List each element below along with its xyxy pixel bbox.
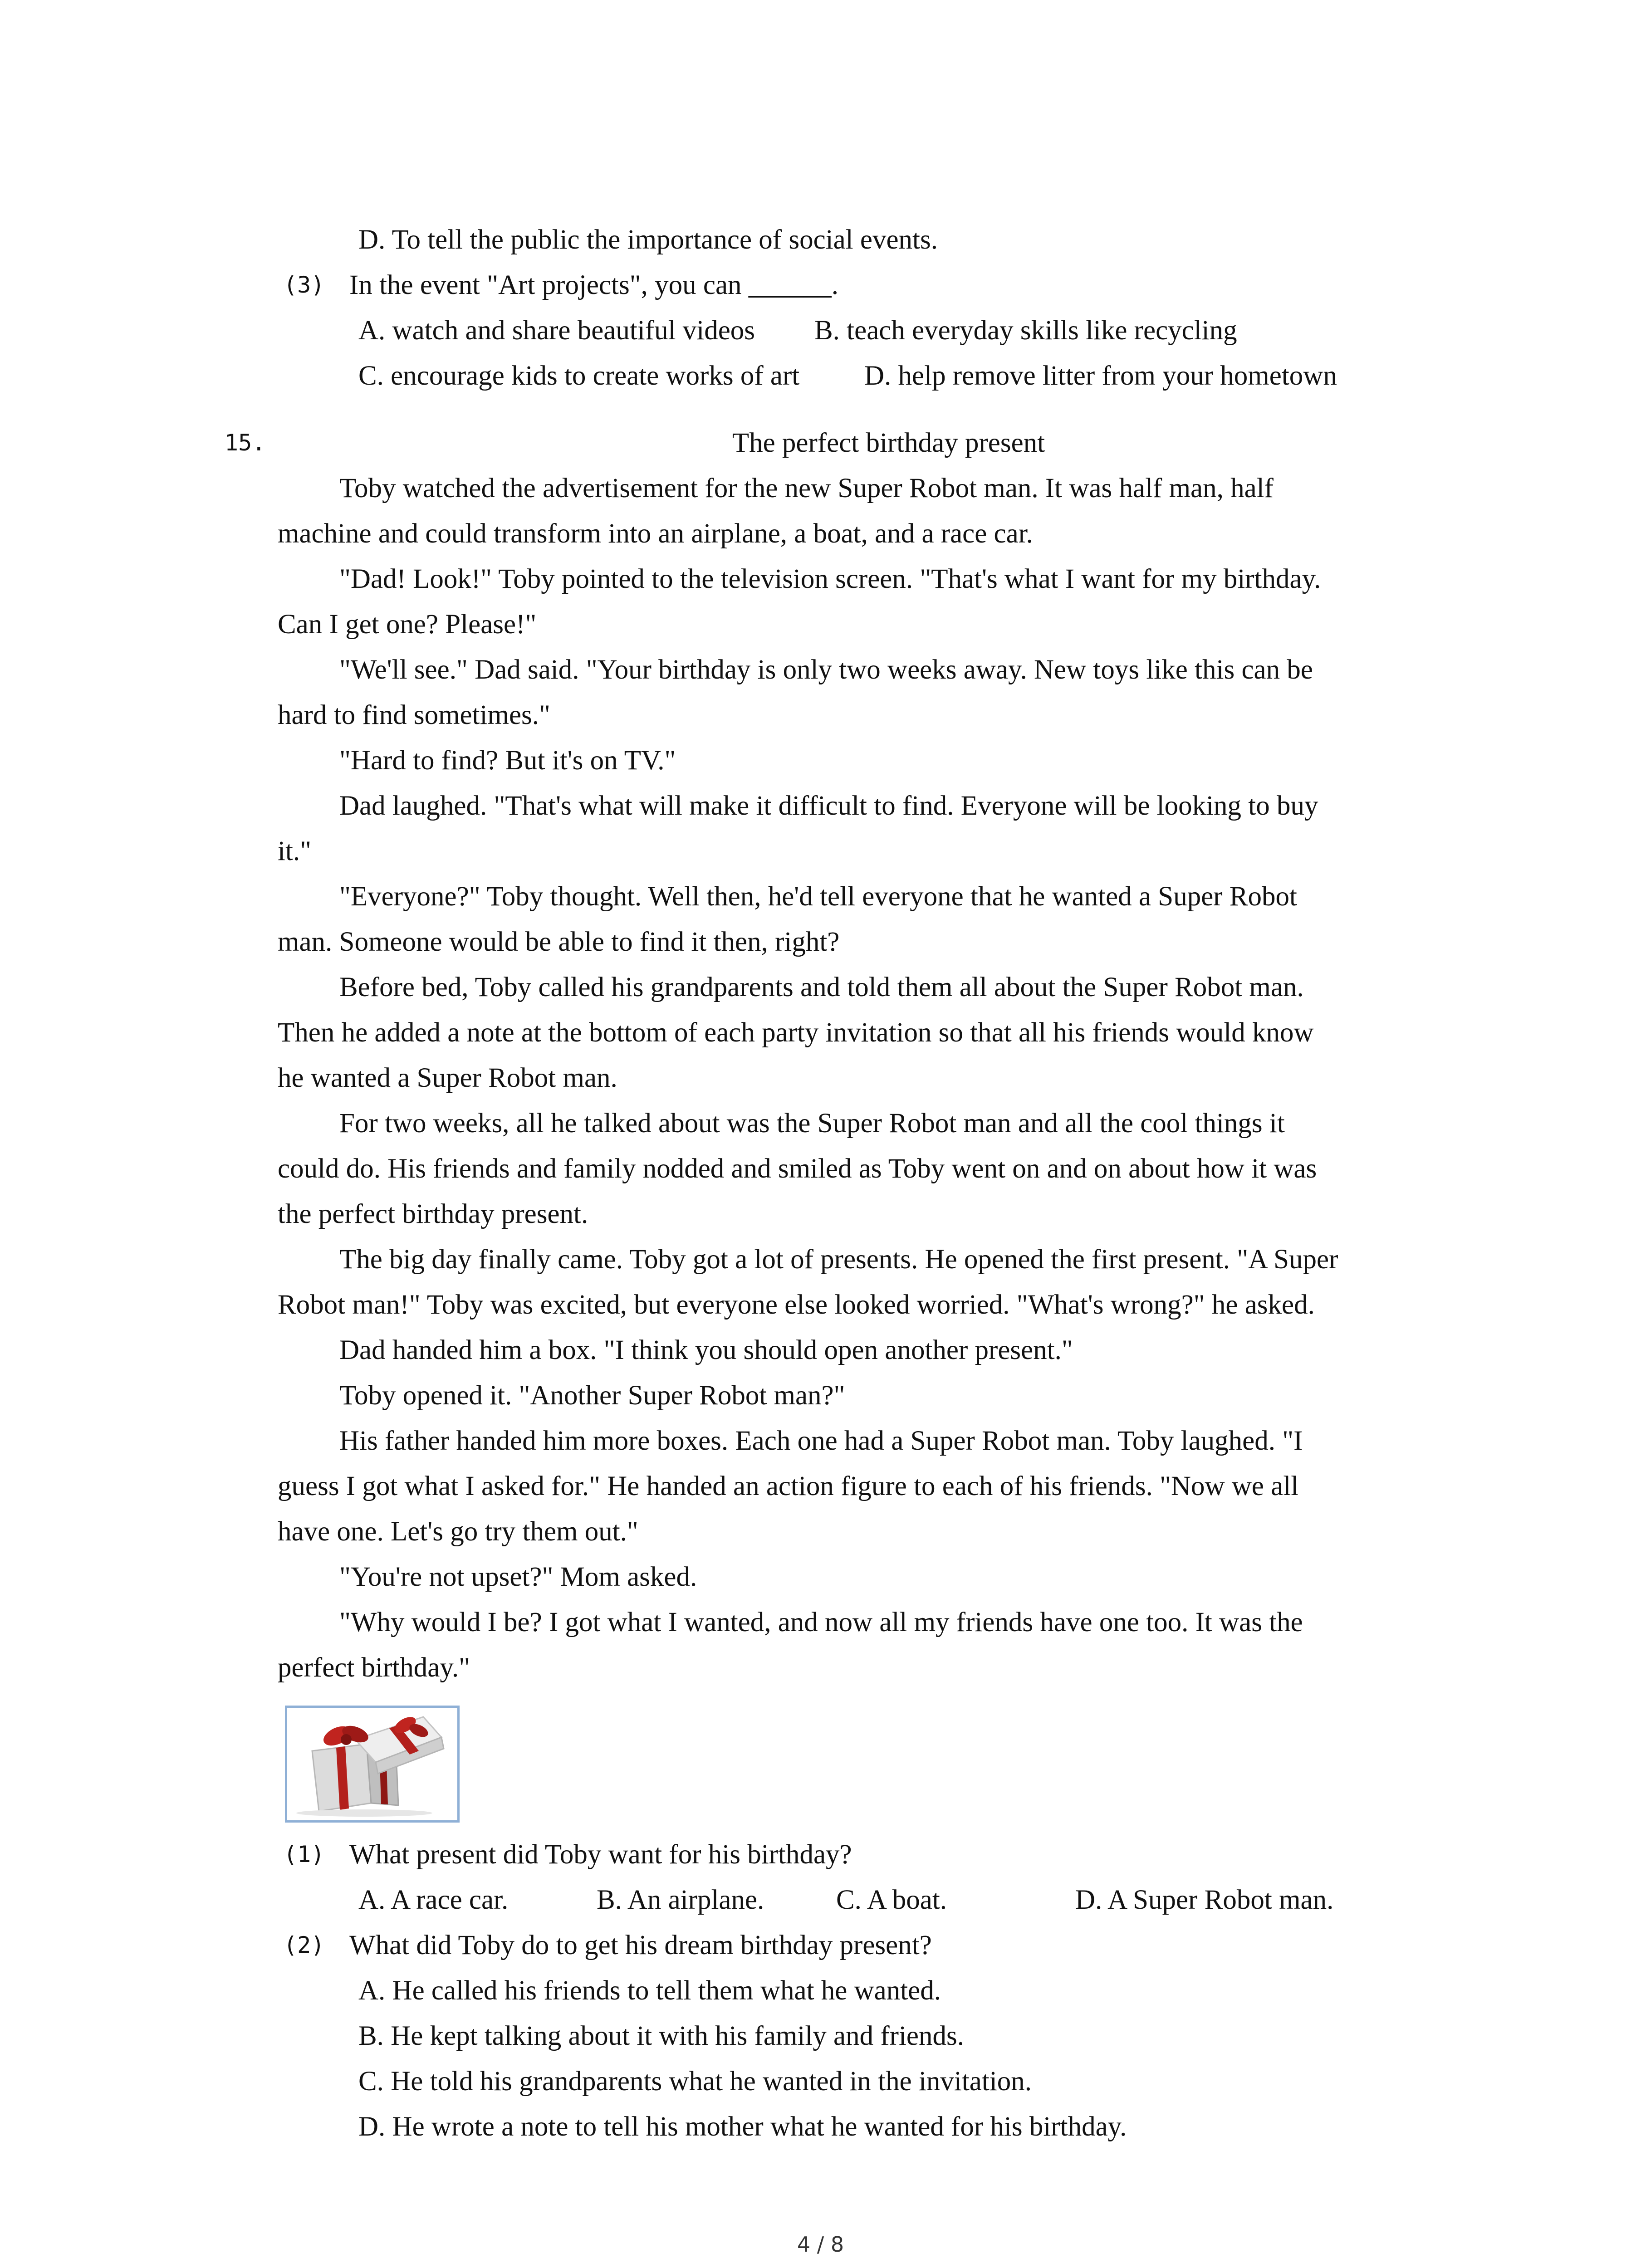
q1-option-a: A. A race car. (358, 1885, 509, 1915)
q2-number: (2) (284, 1932, 325, 1958)
q2-text: What did Toby do to get his dream birthday present? (349, 1930, 932, 1960)
passage-line: Dad laughed. "That's what will make it difficult to find. Everyone will be looking to buy (339, 791, 1318, 821)
q2-option-a: A. He called his friends to tell them what he wanted. (358, 1975, 941, 2006)
q3-number: (3) (284, 272, 325, 298)
q2-option-d: D. He wrote a note to tell his mother what he wanted for his birthday. (358, 2112, 1127, 2142)
passage-line: The big day finally came. Toby got a lot of presents. He opened the first present. "A Super (339, 1244, 1338, 1275)
passage-line: "Hard to find? But it's on TV." (339, 745, 676, 776)
passage-line: For two weeks, all he talked about was the Super Robot man and all the cool things it (339, 1108, 1285, 1139)
passage-line: "Why would I be? I got what I wanted, and now all my friends have one too. It was the (339, 1607, 1303, 1637)
page-number: 4 / 8 (797, 2232, 844, 2257)
gift-box-icon (285, 1706, 460, 1823)
passage-line: "You're not upset?" Mom asked. (339, 1562, 697, 1592)
q1-option-b: B. An airplane. (597, 1885, 764, 1915)
q1-text: What present did Toby want for his birthday? (349, 1839, 852, 1870)
passage-line: the perfect birthday present. (278, 1199, 588, 1229)
passage-line: could do. His friends and family nodded and smiled as Toby went on and on about how it was (278, 1154, 1317, 1184)
passage-line: hard to find sometimes." (278, 700, 550, 730)
passage-line: "Dad! Look!" Toby pointed to the television screen. "That's what I want for my birthday. (339, 564, 1321, 594)
passage-line: "Everyone?" Toby thought. Well then, he'd tell everyone that he wanted a Super Robot (339, 881, 1297, 912)
passage-line: man. Someone would be able to find it then, right? (278, 927, 840, 957)
passage-line: guess I got what I asked for." He handed an action figure to each of his friends. "Now we all (278, 1471, 1299, 1501)
passage-line: Can I get one? Please!" (278, 609, 537, 640)
passage-line: it." (278, 836, 312, 866)
q1-option-c: C. A boat. (836, 1885, 947, 1915)
passage-line: Toby watched the advertisement for the new Super Robot man. It was half man, half (339, 473, 1274, 503)
q1-option-d: D. A Super Robot man. (1075, 1885, 1334, 1915)
passage-line: "We'll see." Dad said. "Your birthday is only two weeks away. New toys like this can be (339, 655, 1313, 685)
q3-option-a: A. watch and share beautiful videos (358, 315, 755, 346)
gift-box-illustration (287, 1708, 457, 1820)
q2-option-b: B. He kept talking about it with his family and friends. (358, 2021, 965, 2051)
passage-line: Toby opened it. "Another Super Robot man?" (339, 1380, 845, 1411)
passage-line: His father handed him more boxes. Each one had a Super Robot man. Toby laughed. "I (339, 1426, 1303, 1456)
prev-option-d: D. To tell the public the importance of social events. (358, 225, 938, 255)
passage-line: Before bed, Toby called his grandparents and told them all about the Super Robot man. (339, 972, 1304, 1002)
passage-number: 15. (225, 430, 266, 456)
q2-option-c: C. He told his grandparents what he wanted in the invitation. (358, 2066, 1032, 2097)
passage-line: have one. Let's go try them out." (278, 1516, 638, 1547)
passage-line: perfect birthday." (278, 1652, 470, 1683)
passage-line: Then he added a note at the bottom of each party invitation so that all his friends would know (278, 1017, 1314, 1048)
passage-line: Robot man!" Toby was excited, but everyone else looked worried. "What's wrong?" he asked. (278, 1290, 1315, 1320)
q3-option-b: B. teach everyday skills like recycling (814, 315, 1237, 346)
passage-line: Dad handed him a box. "I think you should open another present." (339, 1335, 1073, 1365)
passage-line: machine and could transform into an airplane, a boat, and a race car. (278, 518, 1033, 549)
passage-title: The perfect birthday present (732, 428, 1045, 458)
q3-option-c: C. encourage kids to create works of art (358, 361, 800, 391)
q3-option-d: D. help remove litter from your hometown (864, 361, 1337, 391)
q1-number: (1) (284, 1841, 325, 1867)
passage-line: he wanted a Super Robot man. (278, 1063, 617, 1093)
q3-text: In the event "Art projects", you can ______. (349, 270, 839, 300)
